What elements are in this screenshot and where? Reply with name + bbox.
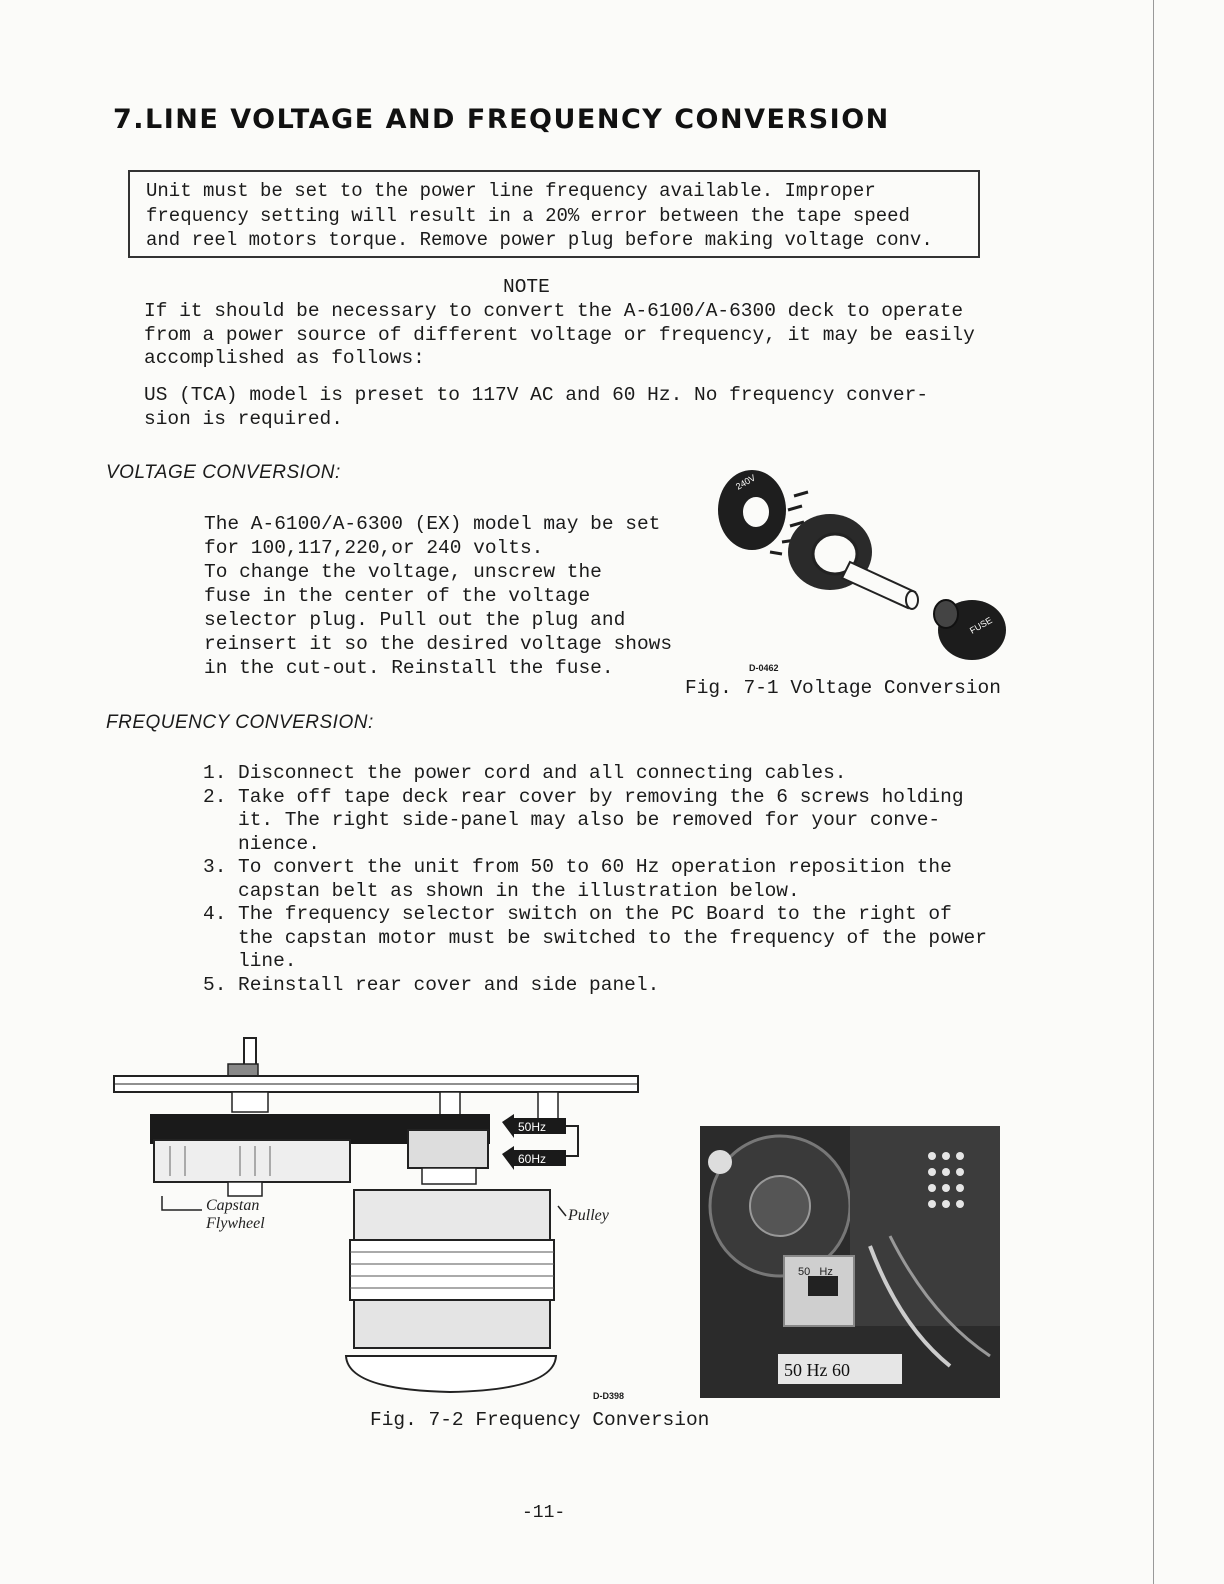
voltage-line: reinsert it so the desired voltage shows xyxy=(204,633,673,655)
page-edge-rule xyxy=(1153,0,1154,1584)
selector-cutout xyxy=(742,496,770,528)
flywheel-label: Flywheel xyxy=(206,1215,265,1232)
pulley-label: Pulley xyxy=(568,1207,609,1224)
page-title: 7.LINE VOLTAGE AND FREQUENCY CONVERSION xyxy=(113,104,890,135)
warning-line: and reel motors torque. Remove power plug before making voltage conv. xyxy=(146,229,933,251)
motor-base xyxy=(346,1356,556,1392)
voltage-line: for 100,117,220,or 240 volts. xyxy=(204,537,544,559)
figure-7-1-id: D-0462 xyxy=(749,663,779,673)
us-model-line: US (TCA) model is preset to 117V AC and 60 Hz. No frequency conver- xyxy=(144,384,929,406)
capstan-belt-diagram xyxy=(110,1030,650,1410)
capstan-leader xyxy=(162,1196,202,1210)
figure-7-2-caption: Fig. 7-2 Frequency Conversion xyxy=(370,1409,710,1431)
step-item: 5. Reinstall rear cover and side panel. xyxy=(203,973,660,996)
voltage-line: fuse in the center of the voltage xyxy=(204,585,591,607)
motor-pulley xyxy=(408,1130,488,1168)
motor-top xyxy=(354,1190,550,1240)
voltage-line: selector plug. Pull out the plug and xyxy=(204,609,626,631)
shaft-tip xyxy=(906,591,918,609)
pulley-leader xyxy=(558,1206,566,1216)
warning-box xyxy=(128,170,980,258)
motor-bottom xyxy=(354,1300,550,1348)
warning-line: Unit must be set to the power line frequency available. Improper xyxy=(146,180,876,202)
frequency-section-heading: FREQUENCY CONVERSION: xyxy=(106,712,374,733)
voltage-selector-illustration xyxy=(710,462,1030,672)
capstan-label: Capstan xyxy=(206,1197,260,1214)
step-item: 3. To convert the unit from 50 to 60 Hz operation reposition the capstan belt as shown in the illustration below. xyxy=(203,856,952,902)
capstan-flywheel xyxy=(154,1140,350,1182)
pc-board-photo-art xyxy=(700,1126,1000,1398)
step-item: 2. Take off tape deck rear cover by removing the 6 screws holding it. The right side-panel may also be removed for your conve- nience. xyxy=(203,785,964,855)
fuse-thread xyxy=(934,600,958,628)
intro-line: accomplished as follows: xyxy=(144,347,425,369)
voltage-line: To change the voltage, unscrew the xyxy=(204,561,602,583)
step-item: 4. The frequency selector switch on the PC Board to the right of the capstan motor must be switched to the frequency of the power line. xyxy=(203,903,987,972)
intro-paragraph xyxy=(144,300,975,371)
label-50hz: 50Hz xyxy=(518,1120,547,1134)
voltage-section-heading: VOLTAGE CONVERSION: xyxy=(106,462,341,483)
page-number: -11- xyxy=(522,1503,566,1523)
us-model-paragraph xyxy=(144,384,928,431)
fuse-shaft xyxy=(842,562,915,608)
voltage-paragraph xyxy=(204,512,672,680)
figure-7-2-id: D-D398 xyxy=(593,1391,625,1401)
photo-board-label: 50 Hz xyxy=(798,1266,833,1278)
warning-line: frequency setting will result in a 20% error between the tape speed xyxy=(146,205,910,227)
pc-board-photo xyxy=(700,1126,1000,1398)
us-model-line: sion is required. xyxy=(144,407,343,430)
figure-7-1-caption: Fig. 7-1 Voltage Conversion xyxy=(685,677,1001,699)
intro-line: If it should be necessary to convert the A-6100/A-6300 deck to operate xyxy=(144,300,964,322)
voltage-line: The A-6100/A-6300 (EX) model may be set xyxy=(204,513,661,535)
photo-switch-label: 50 Hz 60 xyxy=(784,1360,850,1380)
label-60hz: 60Hz xyxy=(518,1152,547,1166)
frequency-steps-list xyxy=(203,762,987,997)
motor-body xyxy=(350,1240,554,1300)
voltage-line: in the cut-out. Reinstall the fuse. xyxy=(204,657,614,679)
note-heading: NOTE xyxy=(503,276,550,298)
fuse-label-text: FUSE xyxy=(968,615,994,636)
intro-line: from a power source of different voltage or frequency, it may be easily xyxy=(144,323,975,346)
plug-voltage-text: 240V xyxy=(734,472,758,492)
step-item: 1. Disconnect the power cord and all connecting cables. xyxy=(203,762,847,784)
